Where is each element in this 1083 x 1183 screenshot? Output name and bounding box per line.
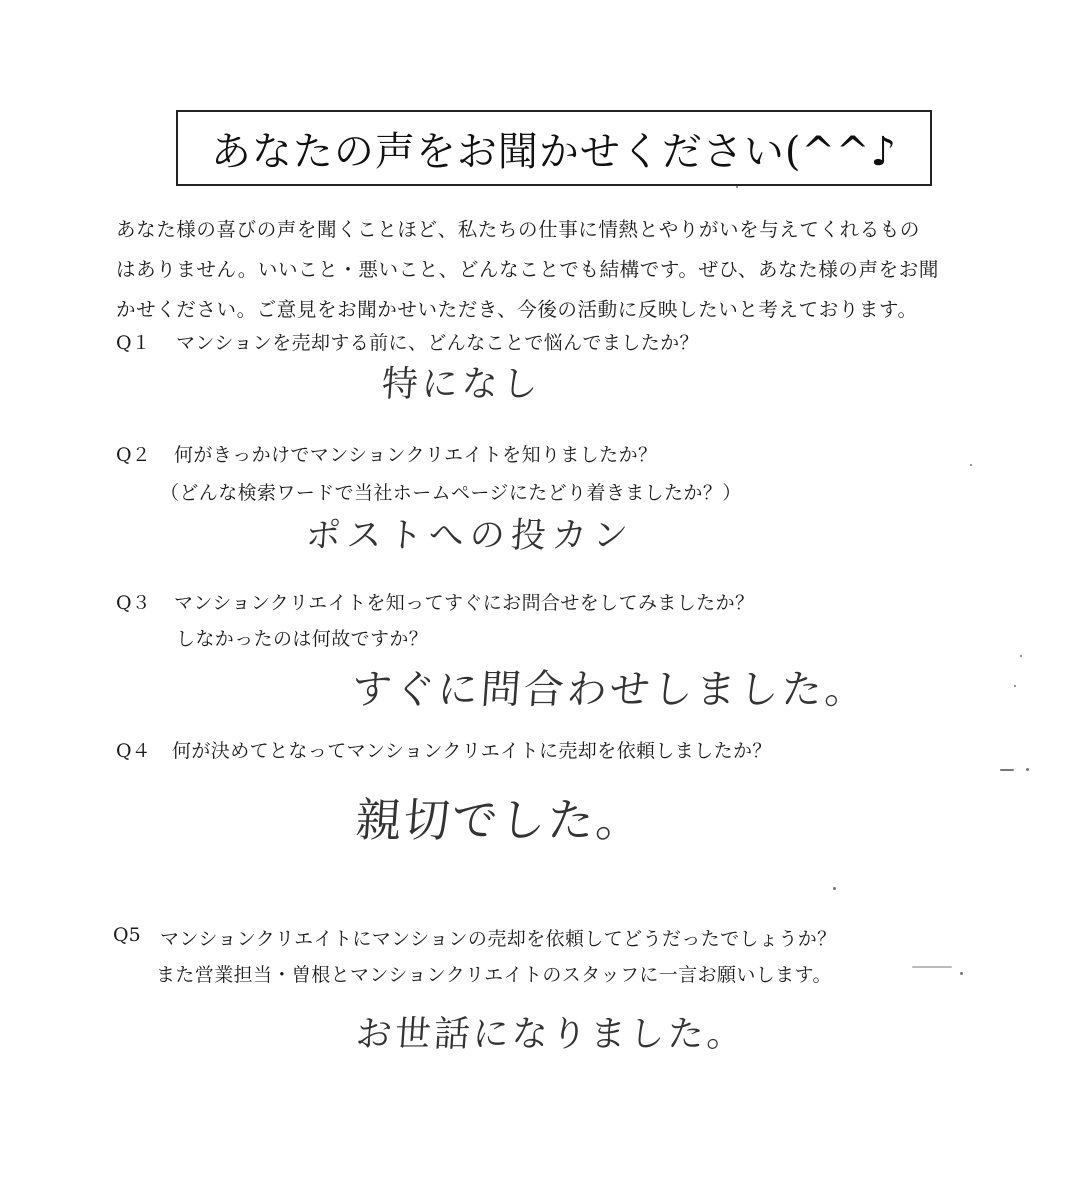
q2-answer: ポストへの投カン: [304, 516, 636, 556]
scan-speck: [1020, 655, 1022, 657]
intro-paragraph: [116, 210, 996, 330]
q5-label: Q5: [113, 924, 141, 946]
q1-label: Q１: [116, 332, 151, 354]
q1-answer: 特になし: [380, 364, 544, 405]
scan-speck: [833, 887, 836, 890]
scan-speck: [912, 966, 952, 968]
q4-text: 何が決めてとなってマンションクリエイトに売却を依頼しましたか？: [172, 740, 772, 762]
scan-speck: [970, 464, 972, 466]
scan-speck: [1000, 769, 1014, 771]
q3-label: Q３: [116, 592, 151, 614]
title-box: [176, 110, 932, 186]
intro-line: かせください。ご意見をお聞かせいただき、今後の活動に反映したいと考えております。: [116, 298, 918, 321]
scan-speck: [736, 186, 738, 188]
q3-answer: すぐに問合わせしました。: [350, 667, 870, 713]
intro-line: あなた様の喜びの声を聞くことほど、私たちの仕事に情熱とやりがいを与えてくれるもの: [116, 218, 921, 241]
scan-speck: [960, 972, 963, 975]
intro-line: はありません。いいこと・悪いこと、どんなことでも結構です。ぜひ、あなた様の声をお聞: [116, 258, 939, 281]
q5-subtext: また営業担当・曽根とマンションクリエイトのスタッフに一言お願いします。: [156, 964, 832, 986]
page-title: あなたの声をお聞かせください(^^♪: [210, 128, 898, 175]
q4-answer: 親切でした。: [353, 793, 646, 847]
scan-speck: [1026, 768, 1029, 771]
q3-subtext: しなかったのは何故ですか？: [176, 628, 429, 650]
q4-label: Q４: [116, 740, 151, 762]
q2-text: 何がきっかけでマンションクリエイトを知りましたか？: [174, 444, 658, 466]
q5-text: マンションクリエイトにマンションの売却を依頼してどうだったでしょうか？: [160, 928, 837, 950]
scan-speck: [1014, 685, 1016, 687]
q5-answer: お世話になりました。: [354, 1014, 748, 1055]
q2-label: Q２: [116, 444, 151, 466]
q1-text: マンションを売却する前に、どんなことで悩んでましたか？: [176, 332, 699, 354]
q2-subtext: （どんな検索ワードで当社ホームページにたどり着きましたか？）: [160, 482, 742, 504]
q3-text: マンションクリエイトを知ってすぐにお問合せをしてみましたか？: [174, 592, 755, 614]
